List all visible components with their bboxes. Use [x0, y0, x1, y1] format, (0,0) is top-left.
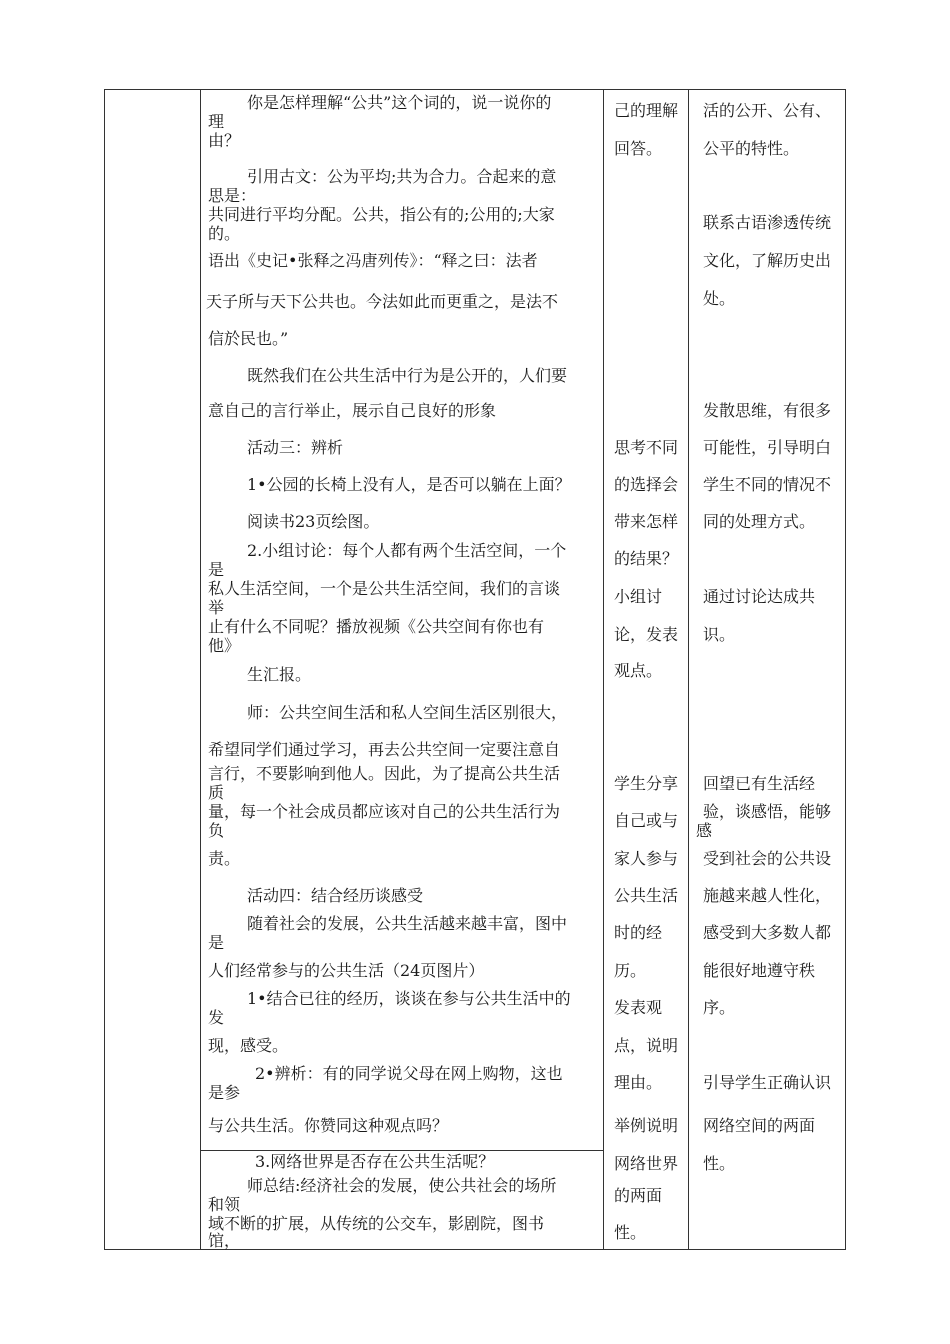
- column-divider: [200, 89, 201, 1250]
- text-line: 施越来越人性化，: [703, 886, 832, 905]
- text-line: 思是：: [208, 186, 257, 205]
- text-line: 天子所与天下公共也。今法如此而更重之，是法不: [206, 292, 559, 311]
- text-line: 的两面: [614, 1186, 663, 1205]
- text-line: 随着社会的发展，公共生活越来越丰富，图中: [247, 914, 568, 933]
- text-line: 发: [208, 1008, 225, 1027]
- text-line: 小组讨: [614, 587, 663, 606]
- text-line: 回望已有生活经: [703, 774, 816, 793]
- text-line: 带来怎样: [614, 512, 679, 531]
- text-line: 域不断的扩展，从传统的公交车，影剧院，图书: [208, 1214, 545, 1233]
- column-divider: [688, 89, 689, 1250]
- text-line: 己的理解: [614, 101, 679, 120]
- text-line: 馆，: [208, 1231, 241, 1250]
- text-line: 论，发表: [614, 625, 679, 644]
- text-line: 观点。: [614, 661, 663, 680]
- text-line: 家人参与: [614, 849, 679, 868]
- text-line: 师总结:经济社会的发展，使公共社会的场所: [247, 1176, 557, 1195]
- text-line: 性。: [703, 1154, 736, 1173]
- text-line: 发散思维，有很多: [703, 401, 832, 420]
- text-line: 感: [696, 821, 713, 840]
- text-line: 是参: [208, 1083, 241, 1102]
- text-line: 网络空间的两面: [703, 1116, 816, 1135]
- text-line: 的选择会: [614, 475, 679, 494]
- text-line: 学生不同的情况不: [703, 475, 832, 494]
- text-line: 既然我们在公共生活中行为是公开的，人们要: [247, 366, 568, 385]
- text-line: 你是怎样理解“公共”这个词的，说一说你的: [247, 93, 552, 112]
- row-divider: [200, 1150, 603, 1151]
- text-line: 生汇报。: [247, 665, 312, 684]
- text-line: 3.网络世界是否存在公共生活呢？: [255, 1152, 495, 1171]
- text-line: 序。: [703, 998, 736, 1017]
- text-line: 2•辨析：有的同学说父母在网上购物，这也: [255, 1064, 563, 1083]
- text-line: 公平的特性。: [703, 139, 800, 158]
- text-line: 负: [208, 821, 225, 840]
- text-line: 1•公园的长椅上没有人，是否可以躺在上面？: [247, 475, 571, 494]
- text-line: 历。: [614, 961, 647, 980]
- text-line: 发表观: [614, 998, 663, 1017]
- text-line: 能很好地遵守秩: [703, 961, 816, 980]
- text-line: 人们经常参与的公共生活（24页图片）: [208, 961, 485, 980]
- text-line: 理由。: [614, 1073, 663, 1092]
- text-line: 验，谈感悟，能够: [703, 802, 832, 821]
- text-line: 受到社会的公共设: [703, 849, 832, 868]
- text-line: 与公共生活。你赞同这种观点吗？: [208, 1116, 449, 1135]
- text-line: 量，每一个社会成员都应该对自己的公共生活行为: [208, 802, 561, 821]
- text-line: 止有什么不同呢？播放视频《公共空间有你也有: [208, 617, 545, 636]
- text-line: 质: [208, 783, 225, 802]
- text-line: 时的经: [614, 923, 663, 942]
- text-line: 他》: [208, 636, 241, 655]
- activity-heading: 活动四：结合经历谈感受: [247, 886, 424, 905]
- text-line: 举例说明: [614, 1116, 679, 1135]
- text-line: 活的公开、公有、: [703, 101, 832, 120]
- text-line: 引导学生正确认识: [703, 1073, 832, 1092]
- text-line: 意自己的言行举止，展示自己良好的形象: [208, 401, 497, 420]
- text-line: 可能性，引导明白: [703, 438, 832, 457]
- text-line: 2.小组讨论：每个人都有两个生活空间，一个: [247, 541, 567, 560]
- text-line: 是: [208, 560, 225, 579]
- text-line: 学生分享: [614, 774, 679, 793]
- text-line: 联系古语渗透传统: [703, 213, 832, 232]
- text-line: 思考不同: [614, 438, 679, 457]
- text-line: 是: [208, 933, 225, 952]
- text-line: 由？: [208, 131, 241, 150]
- text-line: 责。: [208, 849, 241, 868]
- text-line: 阅读书23页绘图。: [247, 512, 380, 531]
- text-line: 举: [208, 598, 225, 617]
- text-line: 理: [208, 112, 225, 131]
- text-line: 现，感受。: [208, 1036, 289, 1055]
- text-line: 语出《史记•张释之冯唐列传》：“释之曰：法者: [208, 251, 538, 270]
- text-line: 同的处理方式。: [703, 512, 816, 531]
- text-line: 公共生活: [614, 886, 679, 905]
- text-line: 通过讨论达成共: [703, 587, 816, 606]
- activity-heading: 活动三：辨析: [247, 438, 344, 457]
- text-line: 自己或与: [614, 811, 679, 830]
- text-line: 言行，不要影响到他人。因此，为了提高公共生活: [208, 764, 561, 783]
- text-line: 处。: [703, 289, 736, 308]
- text-line: 引用古文：公为平均;共为合力。合起来的意: [247, 167, 557, 186]
- text-line: 网络世界: [614, 1154, 679, 1173]
- text-line: 私人生活空间，一个是公共生活空间，我们的言谈: [208, 579, 561, 598]
- text-line: 希望同学们通过学习，再去公共空间一定要注意自: [208, 740, 561, 759]
- text-line: 的。: [208, 224, 241, 243]
- text-line: 点，说明: [614, 1036, 679, 1055]
- text-line: 的结果？: [614, 549, 679, 568]
- text-line: 感受到大多数人都: [703, 923, 832, 942]
- text-line: 回答。: [614, 139, 663, 158]
- empty-first-column: [105, 90, 200, 1249]
- text-line: 师：公共空间生活和私人空间生活区别很大，: [247, 703, 568, 722]
- text-line: 性。: [614, 1223, 647, 1242]
- text-line: 1•结合已往的经历，谈谈在参与公共生活中的: [247, 989, 571, 1008]
- text-line: 识。: [703, 625, 736, 644]
- column-divider: [603, 89, 604, 1250]
- text-line: 共同进行平均分配。公共，指公有的;公用的;大家: [208, 205, 555, 224]
- text-line: 文化，了解历史出: [703, 251, 832, 270]
- text-line: 信於民也。”: [208, 329, 289, 348]
- text-line: 和领: [208, 1195, 241, 1214]
